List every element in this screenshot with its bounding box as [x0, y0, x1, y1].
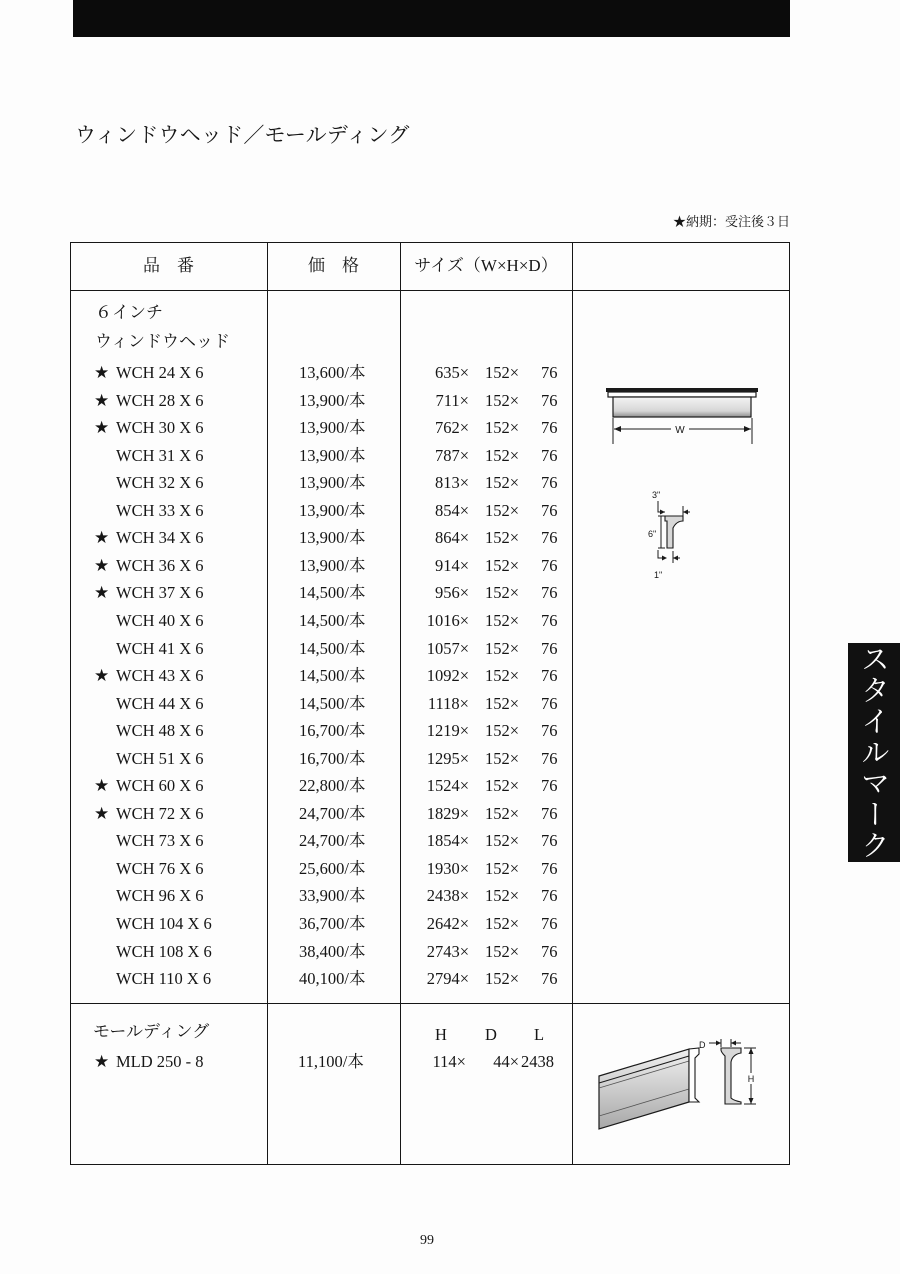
- price: 14,500/本: [299, 693, 366, 713]
- profile-height-label: 6": [648, 529, 657, 539]
- table-row: [0, 886, 600, 906]
- profile-shape: [665, 516, 683, 548]
- top-bar: [73, 0, 790, 37]
- price: 14,500/本: [299, 666, 366, 686]
- size-width: 1118×: [427, 693, 469, 713]
- size-width: 2794×: [426, 969, 469, 989]
- size-width: 711×: [435, 390, 469, 410]
- molding-figure: [595, 1036, 765, 1136]
- table-row: [0, 942, 600, 962]
- size-width: 2642×: [426, 914, 469, 933]
- size-depth: 76: [541, 721, 558, 741]
- table-row: [0, 749, 600, 769]
- size-width: 864×: [434, 528, 469, 548]
- star-mark: ★: [94, 528, 110, 548]
- price: 24,700/本: [299, 803, 366, 823]
- size-height: 152×: [484, 610, 519, 630]
- size-width: 2743×: [426, 941, 469, 961]
- size-width: 1016×: [426, 610, 469, 630]
- size-height: 152×: [484, 858, 519, 878]
- section-heading-size: ６インチ: [95, 303, 163, 322]
- star-mark: ★: [94, 776, 110, 796]
- product-code: WCH 60 X 6: [116, 776, 204, 796]
- size-width: 1930×: [426, 858, 469, 878]
- product-code: WCH 110 X 6: [116, 969, 212, 989]
- window-head-figure: [600, 380, 765, 450]
- product-code: WCH 36 X 6: [116, 555, 204, 575]
- table-row: [0, 776, 600, 796]
- window-head-row-list: [0, 363, 600, 993]
- table-row: [0, 859, 600, 879]
- price: 33,900/本: [299, 886, 366, 906]
- size-height: 152×: [484, 666, 519, 686]
- size-depth: 76: [541, 555, 558, 575]
- size-column-h: H: [435, 1025, 447, 1044]
- table-row: [0, 611, 600, 631]
- product-code: WCH 40 X 6: [116, 610, 204, 630]
- table-row: [0, 694, 600, 714]
- size-width: 635×: [434, 363, 469, 382]
- product-code: WCH 72 X 6: [116, 803, 204, 823]
- product-code: WCH 48 X 6: [116, 721, 204, 741]
- table-row: [0, 473, 600, 493]
- table-row: [0, 914, 600, 934]
- price: 13,900/本: [299, 500, 366, 520]
- table-row: [0, 666, 600, 686]
- size-width: 1829×: [426, 803, 469, 823]
- price: 14,500/本: [299, 638, 366, 658]
- molding-height-label: H: [747, 1074, 755, 1084]
- size-height: 152×: [484, 969, 519, 989]
- price: 16,700/本: [299, 721, 366, 741]
- size-width: 1219×: [426, 721, 469, 741]
- table-row: [0, 556, 600, 576]
- size-length: 2438: [521, 1052, 554, 1071]
- product-code: WCH 108 X 6: [116, 941, 212, 961]
- size-column-l: L: [533, 1025, 545, 1044]
- molding-depth-dimension: [709, 1039, 741, 1047]
- price: 14,500/本: [299, 610, 366, 630]
- product-code: WCH 30 X 6: [116, 418, 204, 438]
- size-height: 152×: [484, 721, 519, 741]
- price: 13,900/本: [299, 528, 366, 548]
- price: 11,100/本: [298, 1052, 364, 1071]
- size-height: 152×: [484, 776, 519, 796]
- product-code: WCH 76 X 6: [116, 858, 204, 878]
- section-heading-window-head: ウィンドウヘッド: [95, 332, 230, 351]
- star-mark: ★: [94, 1052, 110, 1071]
- size-depth: 76: [541, 473, 558, 493]
- size-width: 854×: [434, 500, 469, 520]
- size-height: 152×: [484, 500, 519, 520]
- table-row: [0, 446, 600, 466]
- size-height: 152×: [484, 445, 519, 465]
- table-row: [0, 391, 600, 411]
- size-width: 1524×: [426, 776, 469, 796]
- table-row: [0, 804, 600, 824]
- size-depth: 76: [541, 583, 558, 603]
- size-depth: 76: [541, 914, 558, 933]
- size-height: 152×: [484, 390, 519, 410]
- size-height: 152×: [484, 363, 519, 382]
- size-height: 152×: [484, 473, 519, 493]
- size-depth: 76: [541, 886, 558, 906]
- table-row: [0, 969, 600, 989]
- profile-height-dimension: [658, 516, 665, 548]
- price: 36,700/本: [299, 914, 366, 933]
- table-row: [0, 528, 600, 548]
- size-height: 152×: [484, 803, 519, 823]
- size-width: 1057×: [426, 638, 469, 658]
- product-code: WCH 43 X 6: [116, 666, 204, 686]
- size-depth: 76: [541, 831, 558, 851]
- size-width: 914×: [434, 555, 469, 575]
- product-code: WCH 73 X 6: [116, 831, 204, 851]
- size-depth: 44×: [493, 1052, 519, 1071]
- product-code: WCH 28 X 6: [116, 390, 204, 410]
- profile-top-label: 3": [652, 490, 661, 500]
- size-width: 956×: [434, 583, 469, 603]
- price: 25,600/本: [299, 858, 366, 878]
- size-depth: 76: [541, 969, 558, 989]
- size-width: 1854×: [426, 831, 469, 851]
- size-width: 813×: [434, 473, 469, 493]
- size-height: 152×: [484, 418, 519, 438]
- price: 38,400/本: [299, 941, 366, 961]
- size-height: 152×: [484, 748, 519, 768]
- header-size: サイズ（W×H×D）: [414, 256, 558, 275]
- price: 13,900/本: [299, 445, 366, 465]
- size-height: 152×: [484, 528, 519, 548]
- star-mark: ★: [94, 555, 110, 575]
- table-row: [0, 583, 600, 603]
- product-code: WCH 33 X 6: [116, 500, 204, 520]
- table-row: [0, 363, 600, 383]
- product-code: WCH 24 X 6: [116, 363, 204, 382]
- product-code: WCH 32 X 6: [116, 473, 204, 493]
- size-depth: 76: [541, 500, 558, 520]
- product-code: MLD 250 - 8: [116, 1052, 204, 1071]
- profile-bottom-label: 1": [654, 570, 663, 580]
- size-depth: 76: [541, 390, 558, 410]
- size-depth: 76: [541, 776, 558, 796]
- table-divider: [70, 290, 790, 291]
- molding-depth-label: D: [699, 1040, 706, 1050]
- table-row: [0, 721, 600, 741]
- table-row: [0, 831, 600, 851]
- size-depth: 76: [541, 941, 558, 961]
- size-depth: 76: [541, 638, 558, 658]
- size-depth: 76: [541, 858, 558, 878]
- page-number: 99: [420, 1233, 434, 1248]
- size-width: 787×: [434, 445, 469, 465]
- star-mark: ★: [94, 666, 110, 686]
- price: 24,700/本: [299, 831, 366, 851]
- table-row: [0, 1052, 600, 1072]
- page-title: ウィンドウヘッド／モールディング: [75, 123, 410, 147]
- size-height: 152×: [484, 555, 519, 575]
- price: 16,700/本: [299, 748, 366, 768]
- product-code: WCH 37 X 6: [116, 583, 204, 603]
- size-column-d: D: [485, 1025, 497, 1044]
- size-depth: 76: [541, 803, 558, 823]
- price: 40,100/本: [299, 969, 366, 989]
- product-code: WCH 44 X 6: [116, 693, 204, 713]
- size-height: 152×: [484, 583, 519, 603]
- size-depth: 76: [541, 445, 558, 465]
- delivery-note: ★納期：受注後３日: [672, 214, 790, 229]
- size-height: 114×: [432, 1052, 466, 1071]
- size-height: 152×: [484, 638, 519, 658]
- product-code: WCH 31 X 6: [116, 445, 204, 465]
- product-code: WCH 51 X 6: [116, 748, 204, 768]
- star-mark: ★: [94, 363, 110, 382]
- product-code: WCH 104 X 6: [116, 914, 212, 933]
- molding-cross-section: [721, 1048, 741, 1104]
- size-depth: 76: [541, 610, 558, 630]
- size-width: 2438×: [426, 886, 469, 906]
- price: 13,900/本: [299, 418, 366, 438]
- table-row: [0, 418, 600, 438]
- size-depth: 76: [541, 693, 558, 713]
- width-label: W: [675, 425, 685, 436]
- price: 14,500/本: [299, 583, 366, 603]
- size-width: 762×: [434, 418, 469, 438]
- molding-extrusion: [599, 1048, 699, 1129]
- star-mark: ★: [94, 390, 110, 410]
- size-height: 152×: [484, 914, 519, 933]
- price: 22,800/本: [299, 776, 366, 796]
- size-depth: 76: [541, 666, 558, 686]
- product-code: WCH 41 X 6: [116, 638, 204, 658]
- price: 13,900/本: [299, 555, 366, 575]
- size-depth: 76: [541, 748, 558, 768]
- price: 13,900/本: [299, 390, 366, 410]
- star-mark: ★: [94, 583, 110, 603]
- size-height: 152×: [484, 831, 519, 851]
- size-height: 152×: [484, 886, 519, 906]
- table-row: [0, 501, 600, 521]
- size-depth: 76: [541, 363, 558, 382]
- star-mark: ★: [94, 803, 110, 823]
- size-depth: 76: [541, 528, 558, 548]
- side-index-tab: [848, 643, 900, 862]
- price: 13,600/本: [299, 363, 366, 382]
- profile-bottom-dimension: [658, 550, 680, 563]
- size-depth: 76: [541, 418, 558, 438]
- table-row: [0, 639, 600, 659]
- header-product-number: 品 番: [143, 256, 194, 275]
- window-head-profile-figure: [640, 484, 700, 584]
- table-divider: [70, 1003, 790, 1004]
- profile-top-dimension: [658, 501, 690, 517]
- size-height: 152×: [484, 693, 519, 713]
- header-price: 価 格: [308, 256, 359, 275]
- size-width: 1092×: [426, 666, 469, 686]
- size-height: 152×: [484, 941, 519, 961]
- window-head-shape: [606, 388, 758, 417]
- star-mark: ★: [94, 418, 110, 438]
- product-code: WCH 96 X 6: [116, 886, 204, 906]
- price: 13,900/本: [299, 473, 366, 493]
- side-index-tab-label: スタイルマーク: [857, 644, 891, 861]
- section-heading-molding: モールディング: [93, 1022, 210, 1041]
- size-width: 1295×: [426, 748, 469, 768]
- product-code: WCH 34 X 6: [116, 528, 204, 548]
